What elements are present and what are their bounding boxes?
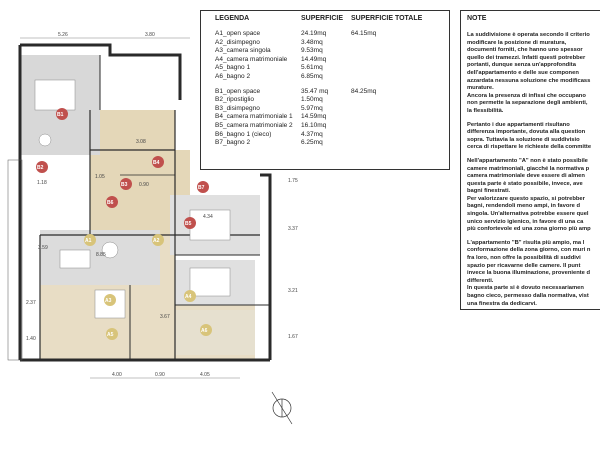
dim-bottom-2: 0.90 bbox=[155, 372, 165, 378]
note-line: camere matrimoniali, giacché la normativa p bbox=[467, 165, 590, 172]
legend-row bbox=[215, 56, 443, 65]
dim-right-1: 1.75 bbox=[288, 178, 298, 184]
legend-header bbox=[215, 15, 443, 22]
legend-cell-total bbox=[351, 139, 431, 148]
marker-b6: B6 bbox=[107, 200, 114, 206]
legend-cell-area: 5.61mq bbox=[301, 64, 323, 72]
marker-a5: A5 bbox=[107, 332, 114, 338]
dim-right-3: 3.21 bbox=[288, 288, 298, 294]
legend-cell-name: B3_disimpegno bbox=[215, 104, 260, 112]
legend-cell-total bbox=[351, 64, 431, 73]
legend-cell-area: 3.48mq bbox=[301, 38, 323, 46]
legend-row bbox=[215, 47, 443, 56]
note-line: fra loro, non offre la possibilità di suddivi bbox=[467, 255, 581, 262]
note-line: bagni, rendendoli meno ampi, in favore d bbox=[467, 203, 581, 210]
note-line: la flessibilità. bbox=[467, 107, 504, 114]
note-line: Pertanto i due appartamenti risultano bbox=[467, 121, 570, 128]
legend-row bbox=[215, 88, 443, 97]
dim-bottom-1: 4.00 bbox=[112, 372, 122, 378]
legend-cell-name: A5_bagno 1 bbox=[215, 64, 251, 72]
marker-a2: A2 bbox=[153, 238, 160, 244]
note-line: più confortevole ed una zona giorno più amp bbox=[467, 226, 591, 233]
marker-a1: A1 bbox=[85, 238, 92, 244]
dim-4: 4.34 bbox=[203, 214, 213, 220]
legend-cell-total bbox=[351, 105, 431, 114]
legend-cell-area: 4.37mq bbox=[301, 130, 323, 138]
legend-cell-name: B2_ripostiglio bbox=[215, 96, 255, 104]
note-paragraph bbox=[467, 158, 600, 234]
legend-cell-name: A3_camera singola bbox=[215, 47, 271, 55]
legend-cell-name: B1_open space bbox=[215, 87, 261, 95]
legend-cell-name: A2_disimpegno bbox=[215, 38, 260, 46]
legend-cell-total bbox=[351, 113, 431, 122]
legend-row bbox=[215, 64, 443, 73]
dim-top-left: 5.26 bbox=[58, 32, 68, 38]
note-line: dell'appartamento e delle sue componen bbox=[467, 69, 579, 76]
legend-group-b bbox=[215, 88, 443, 148]
note-line: invece la buona illuminazione, proveniente d bbox=[467, 270, 591, 277]
legend-cell-total bbox=[351, 131, 431, 140]
note-line: camera matrimoniale deve essere di almen bbox=[467, 173, 585, 180]
note-line: Nell'appartamento "A" non è stato possibile bbox=[467, 157, 588, 164]
legend-cell-total bbox=[351, 73, 431, 82]
legend-cell-name: A4_camera matrimoniale bbox=[215, 55, 288, 63]
legend-row bbox=[215, 96, 443, 105]
legend-cell-area: 14.49mq bbox=[301, 55, 327, 63]
note-line: bagni finestrati. bbox=[467, 188, 511, 195]
marker-a6: A6 bbox=[201, 328, 208, 334]
notes-panel bbox=[460, 10, 600, 310]
note-line: documenti forniti, che hanno uno spessor bbox=[467, 47, 583, 54]
note-line: non permette la separazione degli ambienti, bbox=[467, 100, 588, 107]
notes-body bbox=[467, 32, 600, 308]
legend-cell-total: 64.15mq bbox=[351, 30, 377, 37]
note-line: L'appartamento "B" risulta più ampio, ma l bbox=[467, 239, 585, 246]
legend-row bbox=[215, 39, 443, 48]
note-line: cerca di rispettare le richieste della committe bbox=[467, 144, 592, 151]
legend-cell-name: A1_open space bbox=[215, 30, 261, 37]
dim-2: 1.05 bbox=[95, 174, 105, 180]
legend-cell-area: 6.85mq bbox=[301, 72, 323, 80]
marker-b7: B7 bbox=[198, 185, 205, 191]
marker-b2: B2 bbox=[37, 165, 44, 171]
note-line: Per valorizzare questo spazio, si potrebber bbox=[467, 195, 585, 202]
legend-cell-name: B6_bagno 1 (cieco) bbox=[215, 130, 272, 138]
marker-a3: A3 bbox=[105, 298, 112, 304]
note-line: bagno cieco, permesso dalla normativa, vist bbox=[467, 293, 589, 299]
legend-row bbox=[215, 113, 443, 122]
marker-b1: B1 bbox=[57, 112, 64, 118]
note-line: quello dei tramezzi. Infatti questi potrebber bbox=[467, 54, 586, 61]
note-paragraph bbox=[467, 32, 600, 116]
dim-10: 3.67 bbox=[160, 314, 170, 320]
dim-9: 1.40 bbox=[26, 336, 36, 342]
legend-cell-area: 35.47 mq bbox=[301, 87, 329, 95]
legend-col-area: SUPERFICIE bbox=[301, 15, 344, 22]
dim-right-4: 1.67 bbox=[288, 334, 298, 340]
legend-cell-total bbox=[351, 56, 431, 65]
legend-table bbox=[200, 10, 450, 170]
note-line: portanti, dunque senza un'approfondita bbox=[467, 62, 576, 69]
note-line: modificare la posizione di muratura, bbox=[467, 39, 567, 46]
legend-cell-area: 5.97mq bbox=[301, 104, 323, 112]
dim-top-right: 3.80 bbox=[145, 32, 155, 38]
note-line: Ancora la presenza di infissi che occupano bbox=[467, 92, 586, 99]
dim-8: 2.37 bbox=[26, 300, 36, 306]
legend-cell-area: 6.25mq bbox=[301, 139, 323, 147]
legend-row bbox=[215, 139, 443, 148]
dim-7: 3.08 bbox=[136, 139, 146, 145]
note-line: unico servizio igienico, in favore di una ca bbox=[467, 218, 584, 225]
legend-cell-area: 24.19mq bbox=[301, 30, 327, 37]
note-line: questa parte è stato possibile, invece, ave bbox=[467, 180, 583, 187]
legend-col-name: LEGENDA bbox=[215, 15, 250, 22]
dim-6: 8.85 bbox=[96, 252, 106, 258]
legend-cell-total bbox=[351, 47, 431, 56]
bath-a6 bbox=[175, 310, 255, 355]
note-line: differenti. bbox=[467, 277, 494, 284]
legend-cell-name: A6_bagno 2 bbox=[215, 72, 251, 80]
legend-cell-area: 16.10mq bbox=[301, 121, 327, 129]
legend-cell-total bbox=[351, 39, 431, 48]
marker-b4: B4 bbox=[153, 160, 160, 166]
marker-b3: B3 bbox=[121, 182, 128, 188]
legend-group-a bbox=[215, 30, 443, 82]
legend-row bbox=[215, 122, 443, 131]
note-line: spazio per ricavarne delle camere. Il punt bbox=[467, 262, 581, 269]
dim-right-2: 3.37 bbox=[288, 226, 298, 232]
note-line: conformazione della zona giorno, con muri n bbox=[467, 247, 591, 254]
legend-cell-total: 84.25mq bbox=[351, 87, 377, 95]
dim-1: 1.18 bbox=[37, 180, 47, 186]
note-paragraph bbox=[467, 122, 600, 152]
note-line: La suddivisione è operata secondo il criterio bbox=[467, 32, 590, 38]
note-paragraph bbox=[467, 240, 600, 308]
note-line: singola. Un'alternativa potrebbe essere quel bbox=[467, 211, 589, 218]
dim-3: 0.90 bbox=[139, 182, 149, 188]
legend-cell-name: B5_camera matrimoniale 2 bbox=[215, 121, 293, 129]
marker-a4: A4 bbox=[185, 294, 192, 300]
marker-b5: B5 bbox=[185, 221, 192, 227]
legend-row bbox=[215, 30, 443, 39]
legend-row bbox=[215, 131, 443, 140]
note-line: In questa parte si è dovuto necessariamen bbox=[467, 285, 584, 292]
notes-title: NOTE bbox=[467, 15, 487, 22]
note-line: una finestra da dedicarvi. bbox=[467, 300, 537, 307]
note-line: differenza importante, dovuta alla question bbox=[467, 129, 586, 136]
note-line: murature. bbox=[467, 85, 494, 92]
legend-cell-name: B4_camera matrimoniale 1 bbox=[215, 113, 293, 121]
note-line: sopra. Tuttavia la soluzione di suddivisio bbox=[467, 136, 580, 143]
legend-cell-area: 14.59mq bbox=[301, 113, 327, 121]
legend-cell-area: 1.50mq bbox=[301, 96, 323, 104]
dim-bottom-3: 4.05 bbox=[200, 372, 210, 378]
legend-cell-total bbox=[351, 122, 431, 131]
dim-5: 3.59 bbox=[38, 245, 48, 251]
legend-row bbox=[215, 105, 443, 114]
north-arrow-icon bbox=[272, 392, 292, 424]
legend-cell-area: 9.53mq bbox=[301, 47, 323, 55]
legend-col-total: SUPERFICIE TOTALE bbox=[351, 15, 423, 22]
note-line: azzardata nessuna soluzione che modificass bbox=[467, 77, 591, 84]
legend-row bbox=[215, 73, 443, 82]
legend-cell-name: B7_bagno 2 bbox=[215, 139, 251, 147]
legend-cell-total bbox=[351, 96, 431, 105]
